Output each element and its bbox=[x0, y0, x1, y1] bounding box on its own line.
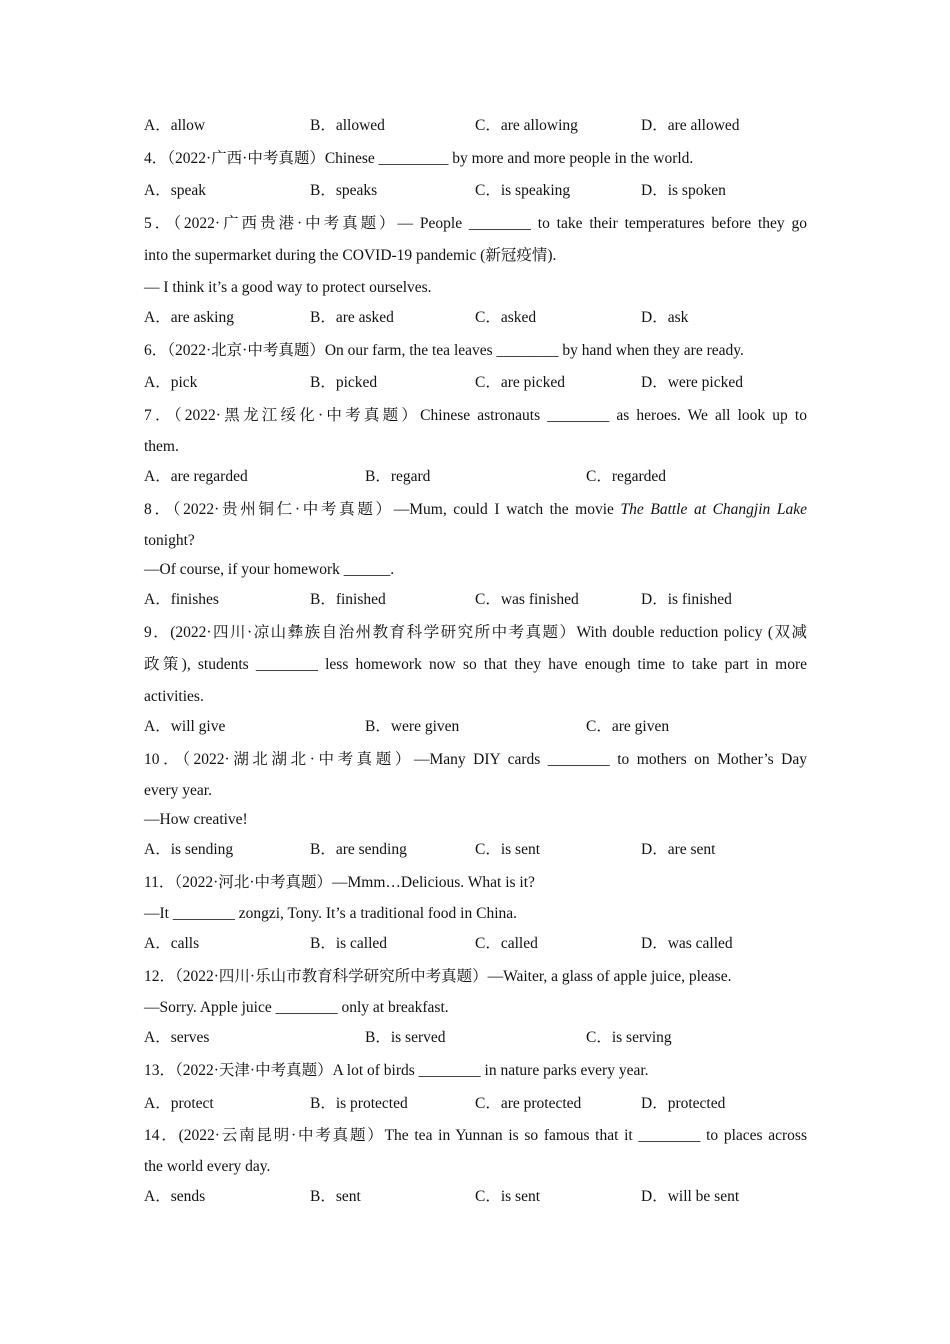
option-d[interactable]: D．is finished bbox=[641, 591, 732, 608]
q8-stem bbox=[144, 500, 807, 520]
q10-stem: 10．（2022·湖北湖北·中考真题）—Many DIY cards ________ to mothers on Mother’s Day bbox=[144, 751, 807, 768]
option-b[interactable]: B．is served bbox=[365, 1029, 446, 1046]
option-b[interactable]: B．sent bbox=[310, 1188, 361, 1205]
option-b[interactable]: B．allowed bbox=[310, 117, 385, 134]
option-b[interactable]: B．is protected bbox=[310, 1095, 408, 1112]
option-a[interactable]: A．calls bbox=[144, 935, 200, 952]
options-q3 bbox=[144, 116, 807, 136]
options-q5 bbox=[144, 308, 807, 328]
option-c[interactable]: C．called bbox=[475, 935, 538, 952]
option-b[interactable]: B．were given bbox=[365, 718, 460, 735]
q12-stem: 12．（2022·四川·乐山市教育科学研究所中考真题）—Waiter, a glass of apple juice, please. bbox=[144, 968, 732, 985]
options-q8 bbox=[144, 590, 807, 610]
option-c[interactable]: C．is speaking bbox=[475, 182, 571, 199]
q10-stem-cont: every year. bbox=[144, 782, 212, 799]
q12-reply: —Sorry. Apple juice ________ only at breakfast. bbox=[144, 999, 449, 1016]
q14-stem-cont: the world every day. bbox=[144, 1158, 271, 1175]
option-d[interactable]: D．is spoken bbox=[641, 182, 726, 199]
option-d[interactable]: D．will be sent bbox=[641, 1188, 740, 1205]
option-b[interactable]: B．finished bbox=[310, 591, 386, 608]
option-c[interactable]: C．are given bbox=[586, 718, 670, 735]
option-c[interactable]: C．asked bbox=[475, 309, 537, 326]
option-c[interactable]: C．is serving bbox=[586, 1029, 672, 1046]
option-c[interactable]: C．is sent bbox=[475, 1188, 541, 1205]
movie-title: The Battle at Changjin Lake bbox=[620, 501, 808, 518]
q9-stem-end: activities. bbox=[144, 688, 204, 705]
option-a[interactable]: A．protect bbox=[144, 1095, 214, 1112]
q8-stem-cont: tonight? bbox=[144, 532, 195, 549]
options-q6 bbox=[144, 373, 807, 393]
option-c[interactable]: C．is sent bbox=[475, 841, 541, 858]
q5-stem-cont: into the supermarket during the COVID-19 pandemic (新冠疫情). bbox=[144, 247, 557, 264]
option-d[interactable]: D．was called bbox=[641, 935, 733, 952]
q5-stem: 5．（2022·广西贵港·中考真题）— People ________ to take their temperatures before they go bbox=[144, 215, 807, 232]
options-q13 bbox=[144, 1094, 807, 1114]
q8-stem-text: 8．（2022·贵州铜仁·中考真题）—Mum, could I watch the movie bbox=[144, 501, 621, 518]
q5-reply: — I think it’s a good way to protect ourselves. bbox=[144, 279, 432, 296]
q14-stem: 14．(2022·云南昆明·中考真题）The tea in Yunnan is so famous that it ________ to places across bbox=[144, 1127, 807, 1144]
option-a[interactable]: A．allow bbox=[144, 117, 206, 134]
option-d[interactable]: D．protected bbox=[641, 1095, 726, 1112]
option-a[interactable]: A．are asking bbox=[144, 309, 234, 326]
option-d[interactable]: D．are sent bbox=[641, 841, 716, 858]
option-a[interactable]: A．finishes bbox=[144, 591, 219, 608]
option-b[interactable]: B．are sending bbox=[310, 841, 407, 858]
q7-stem: 7．（2022·黑龙江绥化·中考真题）Chinese astronauts ________ as heroes. We all look up to bbox=[144, 407, 807, 424]
options-q4 bbox=[144, 181, 807, 201]
option-c[interactable]: C．was finished bbox=[475, 591, 579, 608]
q4-stem: 4．（2022·广西·中考真题）Chinese _________ by more and more people in the world. bbox=[144, 150, 694, 167]
option-a[interactable]: A．is sending bbox=[144, 841, 234, 858]
option-a[interactable]: A．pick bbox=[144, 374, 198, 391]
q7-stem-cont: them. bbox=[144, 438, 179, 455]
option-c[interactable]: C．regarded bbox=[586, 468, 667, 485]
q9-stem-cont: 政策), students ________ less homework now so that they have enough time to take part in more bbox=[144, 656, 807, 673]
option-b[interactable]: B．regard bbox=[365, 468, 431, 485]
q11-stem: 11．（2022·河北·中考真题）—Mmm…Delicious. What is it? bbox=[144, 874, 535, 891]
options-q14 bbox=[144, 1187, 807, 1207]
q6-stem: 6．（2022·北京·中考真题）On our farm, the tea leaves ________ by hand when they are ready. bbox=[144, 342, 744, 359]
option-a[interactable]: A．serves bbox=[144, 1029, 210, 1046]
option-d[interactable]: D．were picked bbox=[641, 374, 743, 391]
option-b[interactable]: B．picked bbox=[310, 374, 378, 391]
option-c[interactable]: C．are picked bbox=[475, 374, 565, 391]
options-q10 bbox=[144, 840, 807, 860]
q8-reply: —Of course, if your homework ______. bbox=[144, 561, 395, 578]
option-a[interactable]: A．sends bbox=[144, 1188, 206, 1205]
option-c[interactable]: C．are protected bbox=[475, 1095, 582, 1112]
option-d[interactable]: D．are allowed bbox=[641, 117, 740, 134]
option-a[interactable]: A．are regarded bbox=[144, 468, 248, 485]
q10-reply: —How creative! bbox=[144, 811, 248, 828]
option-d[interactable]: D．ask bbox=[641, 309, 689, 326]
options-q11 bbox=[144, 934, 807, 954]
options-q7 bbox=[144, 467, 807, 487]
option-b[interactable]: B．are asked bbox=[310, 309, 394, 326]
options-q12 bbox=[144, 1028, 807, 1048]
q11-reply: —It ________ zongzi, Tony. It’s a traditional food in China. bbox=[144, 905, 518, 922]
option-b[interactable]: B．is called bbox=[310, 935, 388, 952]
option-a[interactable]: A．speak bbox=[144, 182, 206, 199]
options-q9 bbox=[144, 717, 807, 737]
option-b[interactable]: B．speaks bbox=[310, 182, 378, 199]
q9-stem: 9．(2022·四川·凉山彝族自治州教育科学研究所中考真题）With double reduction policy (双减 bbox=[144, 624, 807, 641]
option-c[interactable]: C．are allowing bbox=[475, 117, 578, 134]
q13-stem: 13．（2022·天津·中考真题）A lot of birds ________ in nature parks every year. bbox=[144, 1062, 649, 1079]
option-a[interactable]: A．will give bbox=[144, 718, 226, 735]
